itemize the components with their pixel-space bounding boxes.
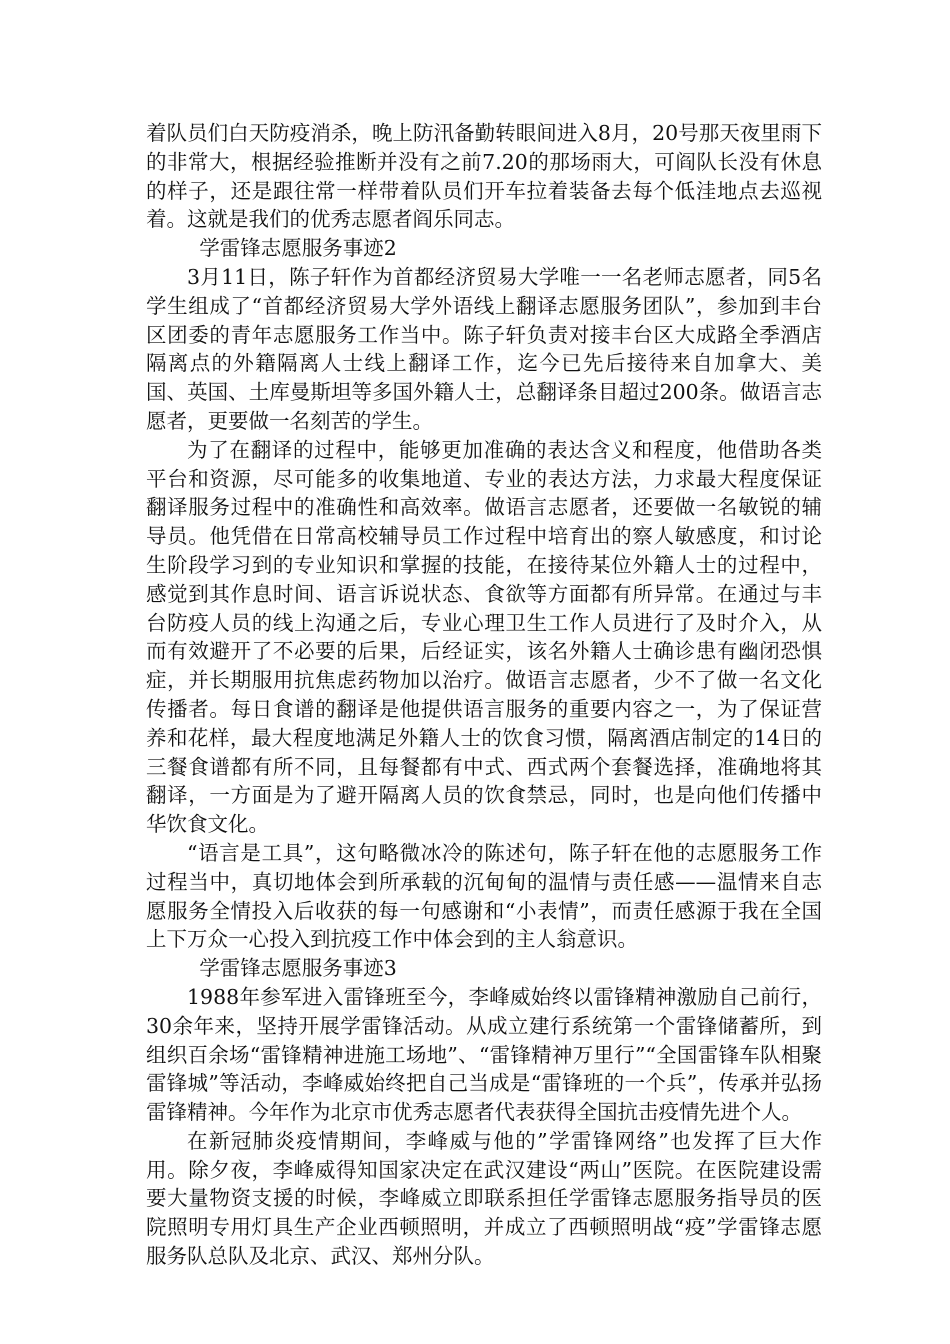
paragraph-body: 在新冠肺炎疫情期间，李峰威与他的”学雷锋网络”也发挥了巨大作用。除夕夜，李峰威得知国家决定在武汉建设“两山”医院。在医院建设需要大量物资支援的时候，李峰威立即联系担任学雷锋志愿服务指导员的医院照明专用灯具生产企业西顿照明，并成立了西顿照明战“疫”学雷锋志愿服务队总队及北京、武汉、郑州分队。 <box>146 1128 822 1269</box>
section-heading-3: 学雷锋志愿服务事迹3 <box>199 956 397 981</box>
paragraph-continued: 着队员们白天防疫消杀，晚上防汛备勤转眼间进入8月，20号那天夜里雨下的非常大，根据经验推断并没有之前7.20的那场雨大，可阎队长没有休息的样子，还是跟往常一样带着队员们开车拉着装备去每个低洼地点去巡视着。这就是我们的优秀志愿者阎乐同志。 <box>146 121 822 232</box>
paragraph-body: “语言是工具”，这句略微冰冷的陈述句，陈子轩在他的志愿服务工作过程当中，真切地体会到所承载的沉甸甸的温情与责任感——温情来自志愿服务全情投入后收获的每一句感谢和“小表情”，而责任感源于我在全国上下万众一心投入到抗疫工作中体会到的主人翁意识。 <box>146 840 822 952</box>
paragraph-body: 3月11日，陈子轩作为首都经济贸易大学唯一一名老师志愿者，同5名学生组成了“首都经济贸易大学外语线上翻译志愿服务团队”，参加到丰台区团委的青年志愿服务工作当中。陈子轩负责对接丰台区大成路全季酒店隔离点的外籍隔离人士线上翻译工作，迄今已先后接待来自加拿大、美国、英国、土库曼斯坦等多国外籍人士，总翻译条目超过200条。做语言志愿者，更要做一名刻苦的学生。 <box>146 264 822 433</box>
document-page <box>146 119 822 1271</box>
paragraph-body: 为了在翻译的过程中，能够更加准确的表达含义和程度，他借助各类平台和资源，尽可能多的收集地道、专业的表达方法，力求最大程度保证翻译服务过程中的准确性和高效率。做语言志愿者，还要做一名敏锐的辅导员。他凭借在日常高校辅导员工作过程中培育出的察人敏感度，和讨论生阶段学习到的专业知识和掌握的技能，在接待某位外籍人士的过程中，感觉到其作息时间、语言诉说状态、食欲等方面都有所异常。在通过与丰台防疫人员的线上沟通之后，专业心理卫生工作人员进行了及时介入，从而有效避开了不必要的后果，后经证实，该名外籍人士确诊患有幽闭恐惧症，并长期服用抗焦虑药物加以治疗。做语言志愿者，少不了做一名文化传播者。每日食谱的翻译是他提供语言服务的重要内容之一，为了保证营养和花样，最大程度地满足外籍人士的饮食习惯，隔离酒店制定的14日的三餐食谱都有所不同，且每餐都有中式、西式两个套餐选择，准确地将其翻译，一方面是为了避开隔离人员的饮食禁忌，同时，也是向他们传播中华饮食文化。 <box>146 437 822 837</box>
paragraph-body: 1988年参军进入雷锋班至今，李峰威始终以雷锋精神激励自己前行，30余年来，坚持开展学雷锋活动。从成立建行系统第一个雷锋储蓄所，到组织百余场“雷锋精神进施工场地”、“雷锋精神万里行”“全国雷锋车队相聚雷锋城”等活动，李峰威始终把自己当成是“雷锋班的一个兵”，传承并弘扬雷锋精神。今年作为北京市优秀志愿者代表获得全国抗击疫情先进个人。 <box>146 984 822 1125</box>
section-heading-2: 学雷锋志愿服务事迹2 <box>199 236 397 261</box>
